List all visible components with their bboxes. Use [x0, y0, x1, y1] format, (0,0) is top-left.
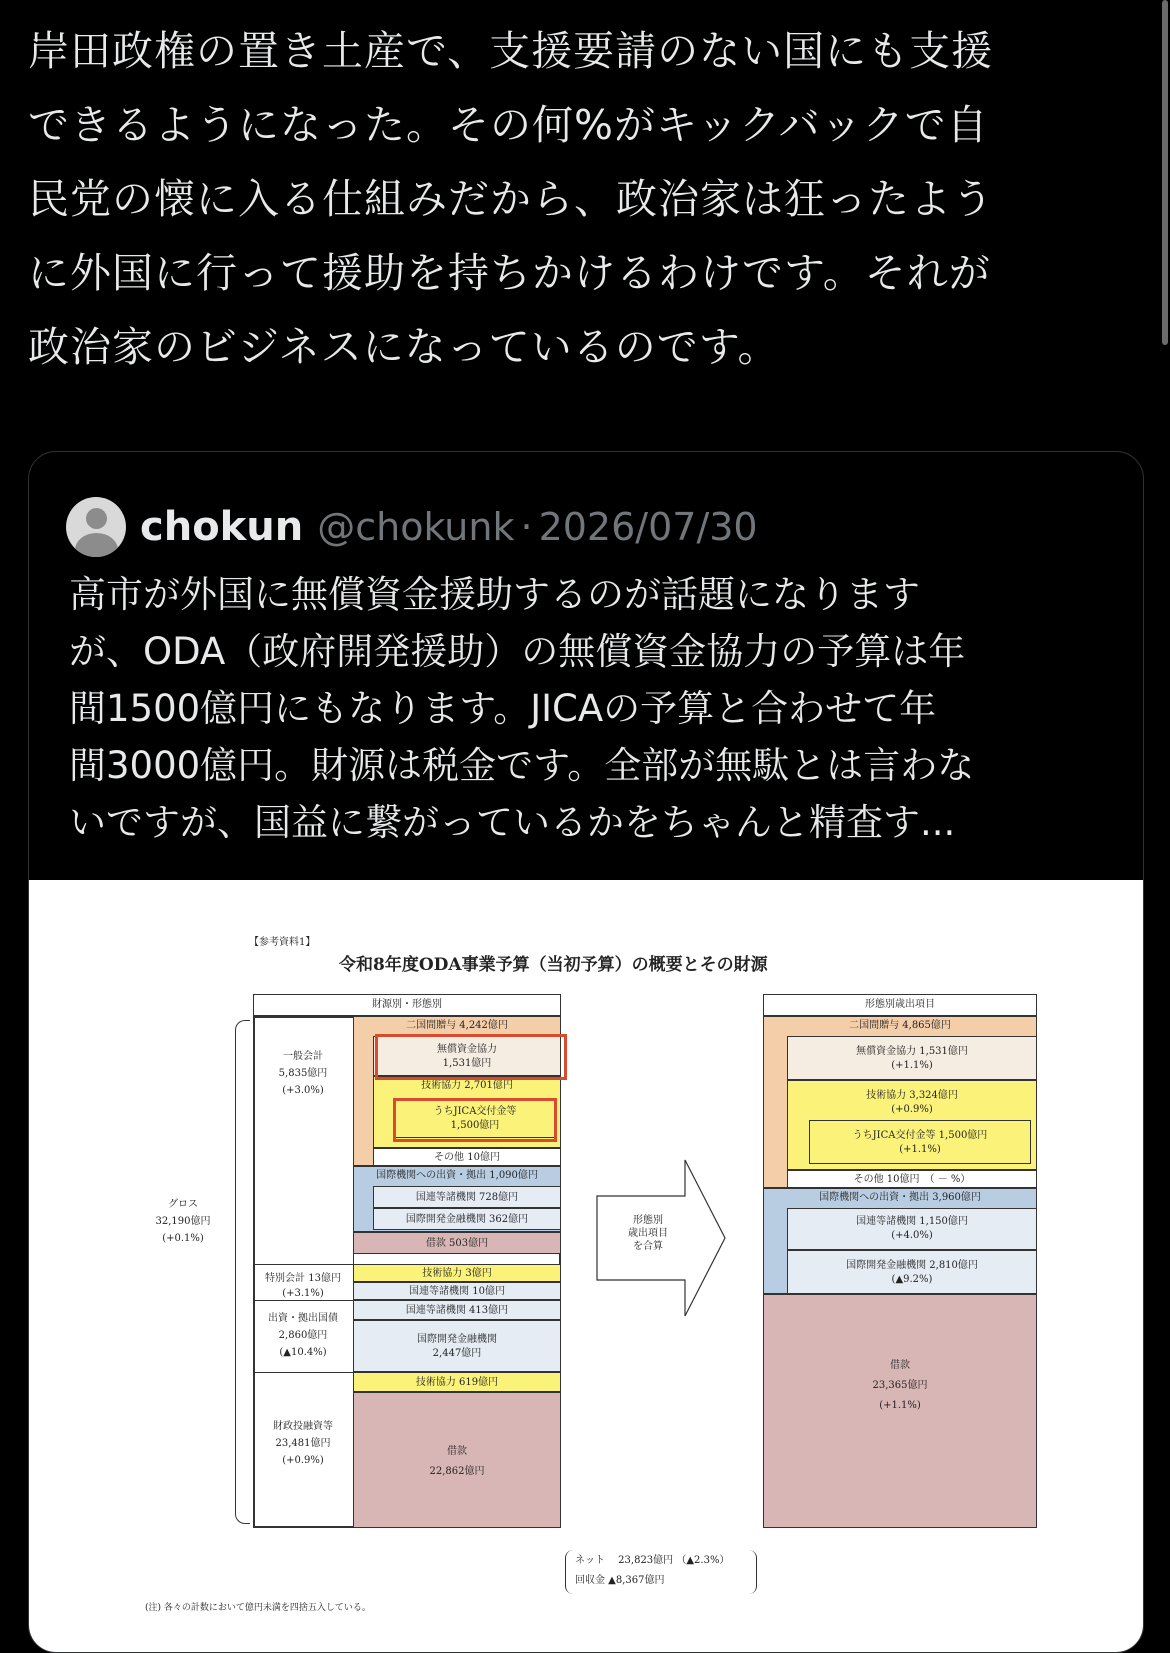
- left-other-block: その他 10億円: [373, 1148, 561, 1166]
- special-tech-block: 技術協力 3億円: [353, 1264, 561, 1282]
- author-name[interactable]: chokun: [140, 504, 304, 550]
- quoted-post[interactable]: [28, 451, 1144, 1653]
- left-loan-block: 借款 503億円: [353, 1232, 561, 1254]
- arrow-caption: 形態別 歳出項目 を合算: [628, 1215, 668, 1252]
- source-bonds: 出資・拠出国債 2,860億円 (▲10.4%): [268, 1313, 338, 1358]
- right-other-block: その他 10億円 （ － %）: [787, 1170, 1037, 1188]
- doc-note: (注) 各々の計数において億円未満を四捨五入している。: [145, 1603, 371, 1613]
- post-date[interactable]: 2026/07/30: [538, 505, 758, 549]
- bonds-un-block: 国連等諸機関 413億円: [353, 1300, 561, 1320]
- budget-document-image[interactable]: [29, 880, 1144, 1653]
- right-idb-block: 国際開発金融機関 2,810億円 (▲9.2%): [787, 1250, 1037, 1294]
- right-grant-block: 無償資金協力 1,531億円 (+1.1%): [787, 1036, 1037, 1080]
- doc-title: 令和8年度ODA事業予算（当初予算）の概要とその財源: [339, 955, 768, 975]
- highlight-grant: [375, 1034, 567, 1080]
- source-filp: 財政投融資等 23,481億円 (+0.9%): [273, 1421, 333, 1466]
- quote-text: 高市が外国に無償資金援助するのが話題になります が、ODA（政府開発援助）の無償資金協力の予算は年 間1500億円にもなります。JICAの予算と合わせて年 間3000億円。財源は税金です。全部が無駄とは言わな いですが、国益に繋がっているかをちゃんと精査す...: [69, 573, 975, 844]
- net-total: ネット 23,823億円 （▲2.3%）: [575, 1555, 730, 1566]
- left-un-block: 国連等諸機関 728億円: [373, 1186, 561, 1208]
- right-tech-block: 技術協力 3,324億円 (+0.9%): [787, 1080, 1037, 1170]
- separator: ·: [520, 505, 533, 549]
- doc-ref: 【参考資料1】: [249, 937, 316, 948]
- special-un-block: 国連等諸機関 10億円: [353, 1282, 561, 1300]
- right-bilateral-block: 二国間贈与 4,865億円: [763, 1016, 1037, 1188]
- left-jica-block: うちJICA交付金等 1,500億円: [395, 1098, 555, 1138]
- right-un-block: 国連等諸機関 1,150億円 (+4.0%): [787, 1208, 1037, 1250]
- filp-tech-block: 技術協力 619億円: [353, 1372, 561, 1392]
- quote-header: [66, 496, 758, 558]
- gross-total: グロス 32,190億円 (+0.1%): [155, 1199, 211, 1244]
- left-idb-block: 国際開発金融機関 362億円: [373, 1208, 561, 1230]
- highlight-jica: [393, 1098, 557, 1142]
- avatar[interactable]: [66, 497, 126, 557]
- right-intl-block: 国際機関への出資・拠出 3,960億円: [763, 1188, 1037, 1294]
- left-grant-block: 無償資金協力 1,531億円: [373, 1036, 561, 1076]
- scrollbar[interactable]: [1162, 0, 1168, 345]
- right-loan-block: 借款 23,365億円 (+1.1%): [763, 1294, 1037, 1528]
- source-general: 一般会計 5,835億円 (+3.0%): [278, 1051, 328, 1096]
- left-intl-block: 国際機関への出資・拠出 1,090億円: [353, 1166, 561, 1232]
- post-text: 岸田政権の置き土産で、支援要請のない国にも支援 できるようになった。その何%がキックバックで自 民党の懐に入る仕組みだから、政治家は狂ったよう に外国に行って援助を持ちかけるわけです。それが 政治家のビジネスになっているのです。: [28, 27, 994, 371]
- filp-loan-block: 借款 22,862億円: [353, 1392, 561, 1528]
- left-bilateral-block: 二国間贈与 4,242億円: [353, 1016, 561, 1166]
- left-header: 財源別・形態別: [253, 994, 561, 1016]
- right-header: 形態別歳出項目: [763, 994, 1037, 1016]
- right-jica-block: うちJICA交付金等 1,500億円 (+1.1%): [809, 1120, 1031, 1164]
- source-special: 特別会計 13億円 (+3.1%): [265, 1273, 341, 1299]
- recovery-total: 回収金 ▲8,367億円: [575, 1575, 665, 1586]
- bonds-idb-block: 国際開発金融機関 2,447億円: [353, 1320, 561, 1372]
- author-handle[interactable]: @chokunk: [317, 505, 515, 549]
- left-tech-block: 技術協力 2,701億円: [373, 1076, 561, 1148]
